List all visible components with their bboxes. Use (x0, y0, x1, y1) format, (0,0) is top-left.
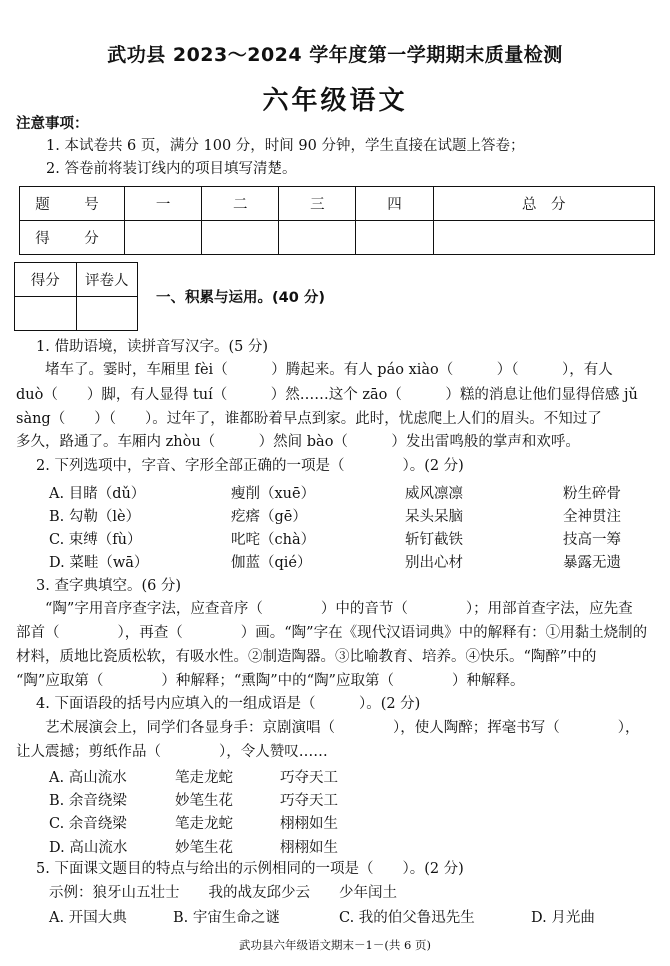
q4-cell: 妙笔生花 (175, 840, 233, 856)
q4-cell: C. 余音绕梁 (49, 816, 127, 832)
q1-stem: 1. 借助语境，读拼音写汉字。(5 分) (36, 339, 269, 355)
q2-stem: 2. 下列选项中，字音、字形全部正确的一项是（ ）。(2 分) (36, 458, 464, 474)
q2-cell: 瘦削（xuē） (231, 486, 316, 502)
grader-score-label: 得分 (15, 263, 77, 297)
q2-cell: 威风凛凛 (405, 486, 463, 502)
q4-cell: 笔走龙蛇 (175, 770, 233, 786)
q2-cell: 暴露无遗 (563, 555, 621, 571)
q4-cell: 妙笔生花 (175, 793, 233, 809)
score-input-cell[interactable] (433, 221, 655, 255)
q2-cell: D. 菜畦（wā） (49, 555, 149, 571)
q4-line: 艺术展演会上，同学们各显身手：京剧演唱（ ），使人陶醉；挥毫书写（ ）， (16, 720, 640, 736)
q2-cell: 全神贯注 (563, 509, 621, 525)
score-cell: 二 (202, 187, 279, 221)
q2-cell: 粉生碎骨 (563, 486, 621, 502)
score-cell: 四 (356, 187, 433, 221)
q4-cell: A. 高山流水 (49, 770, 127, 786)
q5-example: 示例：狼牙山五壮士 我的战友邱少云 少年闰土 (49, 885, 397, 901)
exam-subtitle: 六年级语文 (262, 86, 408, 116)
notes-heading: 注意事项： (16, 116, 89, 132)
q4-line: 让人震撼；剪纸作品（ ），令人赞叹…… (16, 744, 328, 760)
score-input-cell[interactable] (125, 221, 202, 255)
q3-line: 部首（ ），再查（ ）画。“陶”字在《现代汉语词典》中的解释有：①用黏土烧制的 (16, 625, 648, 641)
score-input-cell[interactable] (356, 221, 433, 255)
q2-cell: A. 目睹（dǔ） (49, 486, 146, 502)
score-cell: 得 分 (20, 221, 125, 255)
q4-cell: B. 余音绕梁 (49, 793, 127, 809)
score-cell: 总 分 (433, 187, 655, 221)
grader-name-label: 评卷人 (76, 263, 138, 297)
q2-cell: B. 勾勒（lè） (49, 509, 141, 525)
score-table-score-row (20, 221, 655, 255)
q2-cell: 疙瘩（gē） (231, 509, 307, 525)
q2-cell: 叱咤（chà） (231, 532, 316, 548)
q5-stem: 5. 下面课文题目的特点与给出的示例相同的一项是（ ）。(2 分) (36, 861, 464, 877)
grader-score-input[interactable] (15, 297, 77, 331)
q5-option-c[interactable]: C. 我的伯父鲁迅先生 (339, 910, 475, 926)
q4-cell: 巧夺天工 (280, 770, 338, 786)
q4-cell: 栩栩如生 (280, 816, 338, 832)
q1-line: 堵车了。霎时，车厢里 fèi（ ）腾起来。有人 páo xiào（ ）（ ），有人 (16, 362, 613, 378)
q5-option-d[interactable]: D. 月光曲 (531, 910, 595, 926)
q2-cell: 呆头呆脑 (405, 509, 463, 525)
q2-cell: 伽蓝（qié） (231, 555, 312, 571)
q1-line: sàng（ ）（ ）。过年了，谁都盼着早点到家。此时，忧虑爬上人们的眉头。不知过了 (16, 411, 602, 427)
q1-line: 多久，路通了。车厢内 zhòu（ ）然间 bào（ ）发出雷鸣般的掌声和欢呼。 (16, 434, 580, 450)
grader-name-input[interactable] (76, 297, 138, 331)
q2-cell: 别出心材 (405, 555, 463, 571)
score-input-cell[interactable] (279, 221, 356, 255)
q3-line: “陶”应取第（ ）种解释；“熏陶”中的“陶”应取第（ ）种解释。 (16, 673, 525, 689)
notes-item-2: 2. 答卷前将装订线内的项目填写清楚。 (46, 161, 297, 177)
q4-cell: 栩栩如生 (280, 840, 338, 856)
score-cell: 一 (125, 187, 202, 221)
grader-table (14, 262, 138, 331)
q4-cell: 笔走龙蛇 (175, 816, 233, 832)
page-footer: 武功县六年级语文期末－1－(共 6 页) (239, 938, 431, 952)
q3-stem: 3. 查字典填空。(6 分) (36, 578, 182, 594)
score-table (19, 186, 655, 255)
score-input-cell[interactable] (202, 221, 279, 255)
q2-cell: C. 束缚（fù） (49, 532, 142, 548)
exam-title: 武功县 2023～2024 学年度第一学期期末质量检测 (107, 44, 563, 66)
q4-stem: 4. 下面语段的括号内应填入的一组成语是（ ）。(2 分) (36, 696, 421, 712)
section-1-title: 一、积累与运用。(40 分) (156, 290, 325, 306)
q2-cell: 斩钉截铁 (405, 532, 463, 548)
score-table-header-row (20, 187, 655, 221)
score-cell: 三 (279, 187, 356, 221)
q1-line: duò（ ）脚，有人显得 tuí（ ）然……这个 zāo（ ）糕的消息让他们显得倍感 jǔ (16, 387, 638, 403)
notes-item-1: 1. 本试卷共 6 页，满分 100 分，时间 90 分钟，学生直接在试题上答卷； (46, 138, 525, 154)
q4-cell: 巧夺天工 (280, 793, 338, 809)
q5-option-b[interactable]: B. 宇宙生命之谜 (173, 910, 280, 926)
q4-cell: D. 高山流水 (49, 840, 128, 856)
q5-option-a[interactable]: A. 开国大典 (49, 910, 127, 926)
score-cell: 题 号 (20, 187, 125, 221)
q2-cell: 技高一筹 (563, 532, 621, 548)
q3-line: 材料，质地比瓷质松软，有吸水性。②制造陶器。③比喻教育、培养。④快乐。“陶醉”中的 (16, 649, 597, 665)
q3-line: “陶”字用音序查字法，应查音序（ ）中的音节（ ）；用部首查字法，应先查 (16, 601, 633, 617)
